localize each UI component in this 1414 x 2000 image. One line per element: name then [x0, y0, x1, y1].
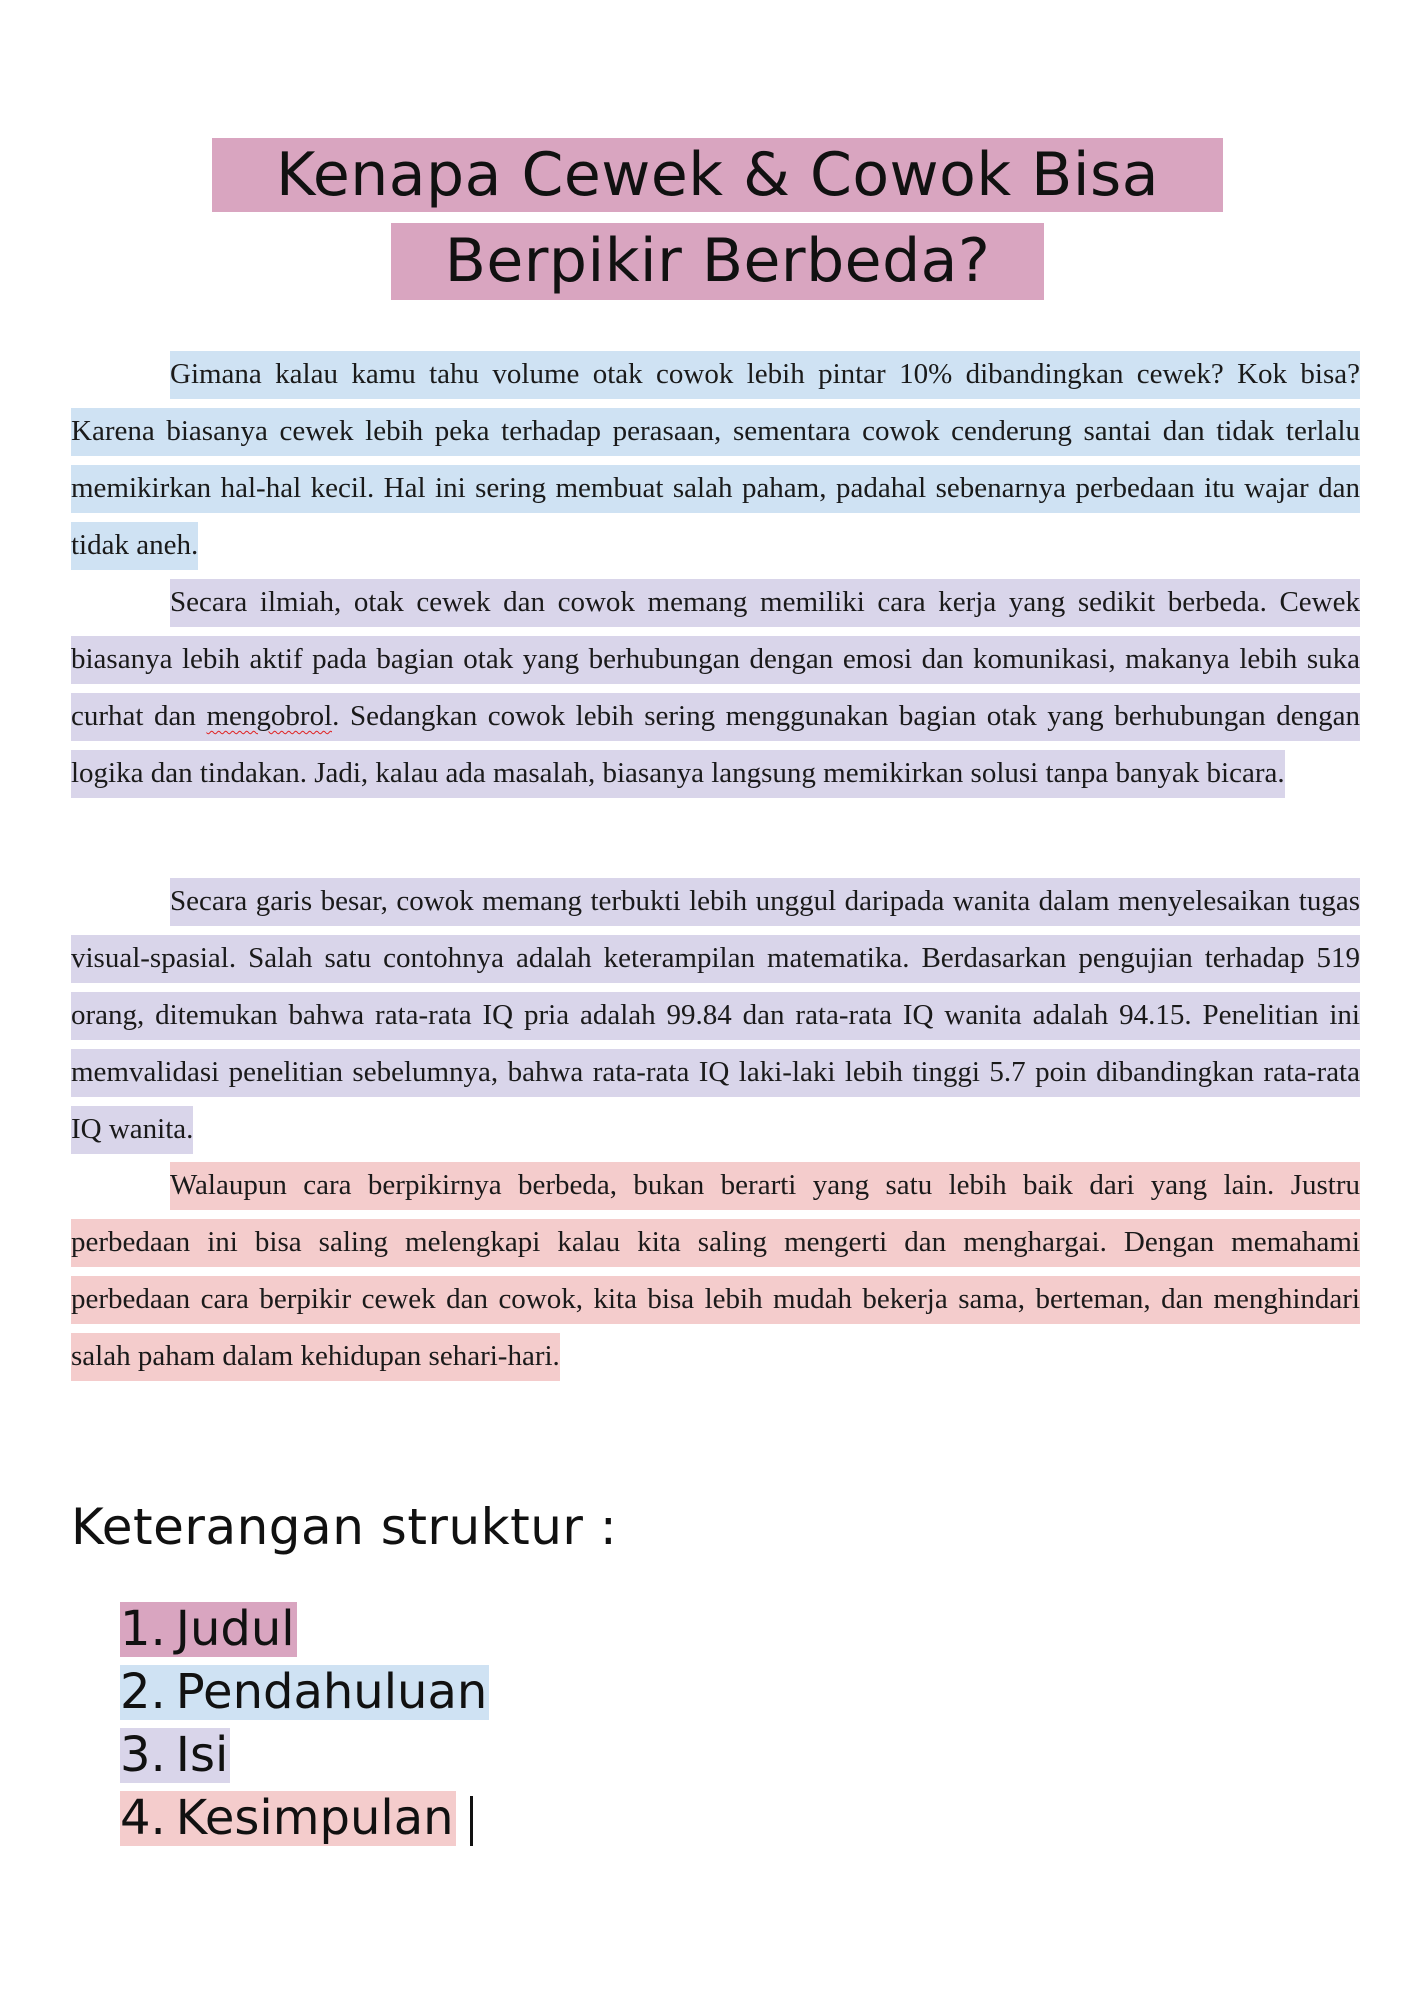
text-cursor: [470, 1796, 473, 1846]
structure-item-label: Pendahuluan: [175, 1664, 488, 1720]
structure-item-kesimpulan[interactable]: [120, 1791, 489, 1846]
structure-item-label: Judul: [175, 1601, 295, 1657]
structure-item-highlight: [120, 1602, 297, 1657]
structure-item-label: Isi: [175, 1727, 229, 1783]
structure-item-label: Kesimpulan: [175, 1790, 454, 1846]
structure-item-number: 4.: [120, 1790, 166, 1846]
title-line-1[interactable]: Kenapa Cewek & Cowok Bisa: [212, 138, 1223, 212]
paragraph-pendahuluan[interactable]: [71, 346, 1360, 574]
structure-item-highlight: [120, 1665, 489, 1720]
spellcheck-flagged-word[interactable]: mengobrol: [206, 693, 332, 741]
paragraph-pendahuluan-text: Gimana kalau kamu tahu volume otak cowok lebih pintar 10% dibandingkan cewek? Kok bisa? Karena biasanya cewek lebih peka terhadap perasaan, sementara cowok cenderung santai dan tidak terlalu memikirkan hal-hal kecil. Hal ini sering membuat salah paham, padahal sebenarnya perbedaan itu wajar dan tidak aneh.: [71, 351, 1360, 570]
structure-item-number: 3.: [120, 1727, 166, 1783]
structure-item-highlight: [120, 1791, 456, 1846]
structure-item-number: 2.: [120, 1664, 166, 1720]
structure-list: [120, 1602, 489, 1854]
structure-item-judul[interactable]: [120, 1602, 489, 1657]
structure-heading[interactable]: Keterangan struktur :: [71, 1498, 618, 1556]
structure-item-number: 1.: [120, 1601, 166, 1657]
structure-item-isi[interactable]: [120, 1728, 489, 1783]
paragraph-isi-2-text: Secara garis besar, cowok memang terbukti lebih unggul daripada wanita dalam menyelesaikan tugas visual-spasial. Salah satu contohnya adalah keterampilan matematika. Berdasarkan pengujian terhadap 519 orang, ditemukan bahwa rata-rata IQ pria adalah 99.84 dan rata-rata IQ wanita adalah 94.15. Penelitian ini memvalidasi penelitian sebelumnya, bahwa rata-rata IQ laki-laki lebih tinggi 5.7 poin dibandingkan rata-rata IQ wanita.: [71, 878, 1360, 1154]
structure-item-highlight: [120, 1728, 230, 1783]
paragraph-isi-1[interactable]: [71, 574, 1360, 802]
structure-item-pendahuluan[interactable]: [120, 1665, 489, 1720]
paragraph-isi-1-text-a: Secara ilmiah, otak cewek dan cowok memang memiliki cara kerja yang sedikit berbeda. Cewek biasanya lebih aktif pada bagian otak yang berhubungan dengan emosi dan komunikasi, makanya lebih suka curhat dan: [71, 579, 1360, 741]
paragraph-kesimpulan[interactable]: [71, 1157, 1360, 1385]
title-line-2[interactable]: Berpikir Berbeda?: [391, 223, 1044, 300]
paragraph-isi-1-text-b: . Sedangkan cowok lebih sering menggunakan bagian otak yang berhubungan dengan logika dan tindakan. Jadi, kalau ada masalah, biasanya langsung memikirkan solusi tanpa banyak bicara.: [71, 693, 1360, 798]
paragraph-isi-2[interactable]: [71, 873, 1360, 1158]
paragraph-kesimpulan-text: Walaupun cara berpikirnya berbeda, bukan berarti yang satu lebih baik dari yang lain. Justru perbedaan ini bisa saling melengkapi kalau kita saling mengerti dan menghargai. Dengan memahami perbedaan cara berpikir cewek dan cowok, kita bisa lebih mudah bekerja sama, berteman, dan menghindari salah paham dalam kehidupan sehari-hari.: [71, 1162, 1360, 1381]
